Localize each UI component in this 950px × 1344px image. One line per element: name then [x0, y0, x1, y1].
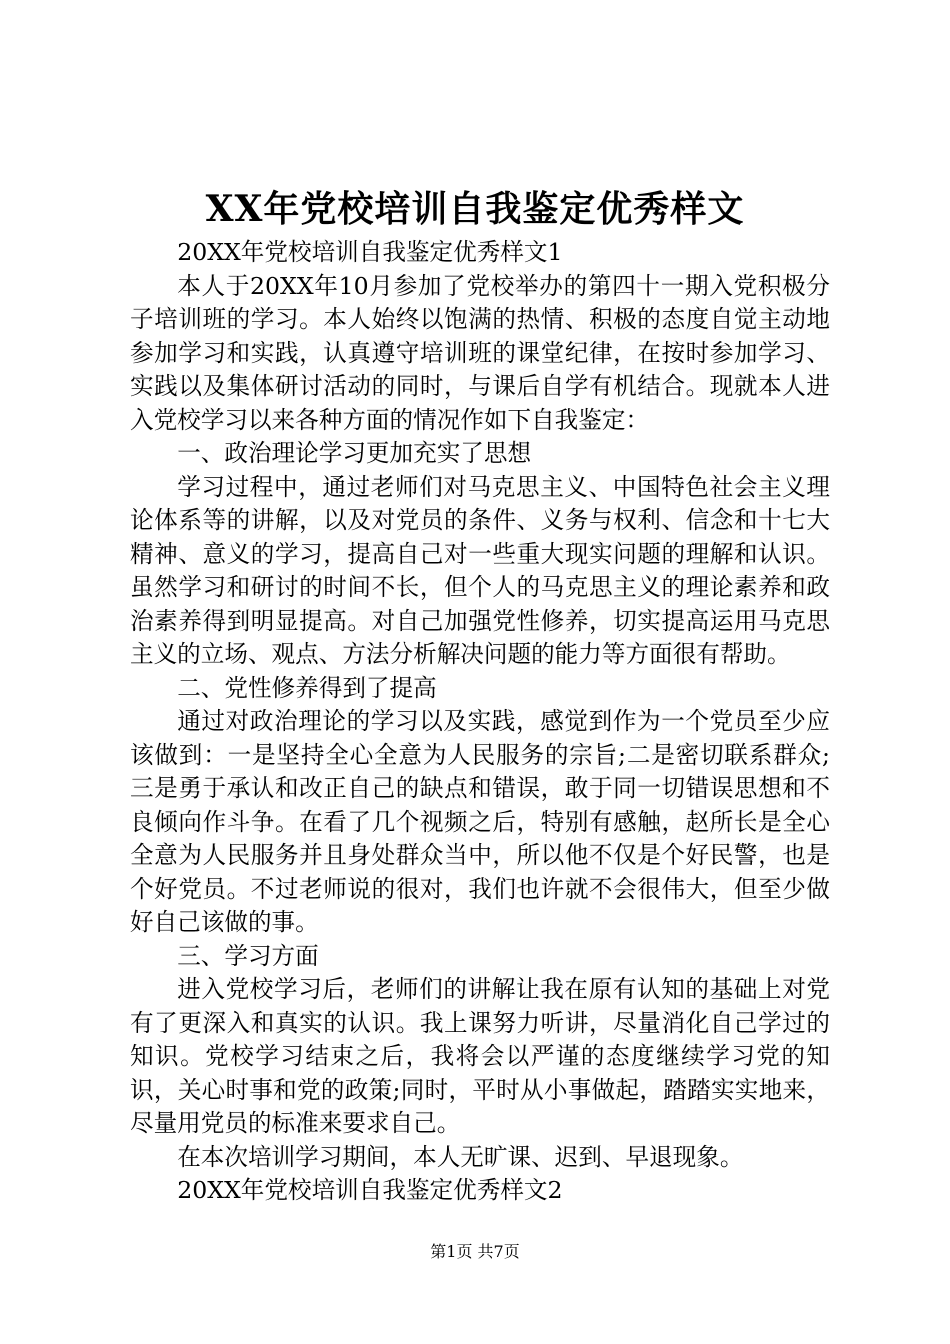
- page-footer: 第1页 共7页: [430, 1242, 520, 1261]
- section-heading-political-theory: 一、政治理论学习更加充实了思想: [177, 439, 532, 467]
- sample-heading-1: 20XX年党校培训自我鉴定优秀样文1: [177, 238, 563, 266]
- party-spirit-paragraph: 通过对政治理论的学习以及实践，感觉到作为一个党员至少应该做到：一是坚持全心全意为人民服务的宗旨;二是密切联系群众;三是勇于承认和改正自己的缺点和错误，敢于同一切错误思想和不良倾向作斗争。在看了几个视频之后，特别有感触，赵所长是全心全意为人民服务并且身处群众当中，所以他不仅是个好民警，也是个好党员。不过老师说的很对，我们也许就不会很伟大，但至少做好自己该做的事。: [130, 707, 830, 936]
- sample-heading-2: 20XX年党校培训自我鉴定优秀样文2: [177, 1176, 563, 1204]
- study-paragraph: 进入党校学习后，老师们的讲解让我在原有认知的基础上对党有了更深入和真实的认识。我上课努力听讲，尽量消化自己学过的知识。党校学习结束之后，我将会以严谨的态度继续学习党的知识，关心时事和党的政策;同时，平时从小事做起，踏踏实实地来，尽量用党员的标准来要求自己。: [130, 975, 830, 1137]
- document-body: [130, 236, 830, 1208]
- intro-paragraph: 本人于20XX年10月参加了党校举办的第四十一期入党积极分子培训班的学习。本人始终以饱满的热情、积极的态度自觉主动地参加学习和实践，认真遵守培训班的课堂纪律，在按时参加学习、实践以及集体研讨活动的同时，与课后自学有机结合。现就本人进入党校学习以来各种方面的情况作如下自我鉴定：: [130, 271, 830, 434]
- section-heading-party-spirit: 二、党性修养得到了提高: [177, 673, 437, 702]
- document-title: XX年党校培训自我鉴定优秀样文: [205, 188, 745, 230]
- section-heading-study: 三、学习方面: [177, 941, 319, 970]
- attendance-paragraph: 在本次培训学习期间，本人无旷课、迟到、早退现象。: [177, 1142, 744, 1171]
- political-theory-paragraph: 学习过程中，通过老师们对马克思主义、中国特色社会主义理论体系等的讲解，以及对党员的条件、义务与权利、信念和十七大精神、意义的学习，提高自己对一些重大现实问题的理解和认识。虽然学习和研讨的时间不长，但个人的马克思主义的理论素养和政治素养得到明显提高。对自己加强党性修养，切实提高运用马克思主义的立场、观点、方法分析解决问题的能力等方面很有帮助。: [130, 472, 830, 668]
